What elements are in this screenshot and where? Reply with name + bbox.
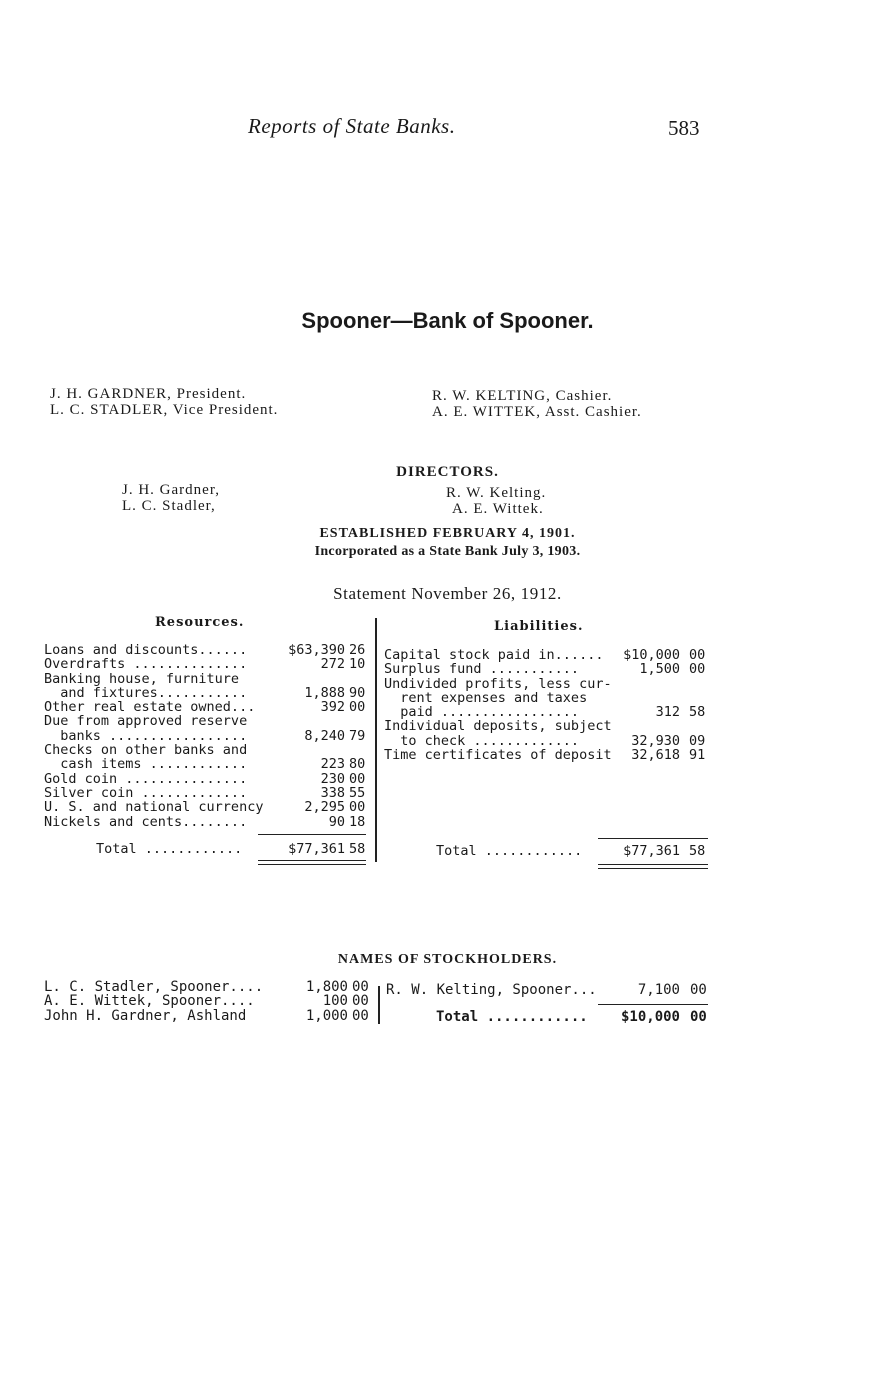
bank-title: Spooner—Bank of Spooner.	[301, 308, 594, 333]
row-amount: $63,390	[288, 642, 345, 658]
resources-heading: Resources.	[155, 615, 245, 630]
directors-heading: DIRECTORS.	[396, 464, 499, 480]
directors-left	[122, 482, 220, 514]
row-cents: 79	[349, 727, 366, 744]
liability-row	[384, 734, 710, 748]
row-label: paid .................	[384, 704, 580, 721]
row-amount: 90	[328, 813, 345, 830]
row-amount: 312	[655, 704, 680, 721]
row-amount: 1,500	[639, 661, 680, 678]
row-label: Other real estate owned...	[44, 699, 256, 716]
row-amount: 223	[320, 756, 345, 773]
row-amount: 7,100	[637, 982, 680, 998]
resources-total-rule	[258, 834, 366, 835]
row-label: rent expenses and taxes	[384, 689, 588, 706]
directors-right	[446, 485, 546, 517]
row-amount: $10,000	[623, 647, 680, 663]
liability-row	[384, 662, 710, 676]
resources-table	[44, 643, 369, 829]
row-cents: 00	[352, 1007, 369, 1024]
row-label: Individual deposits, subject	[384, 718, 612, 735]
row-cents: 00	[352, 979, 369, 995]
row-label: U. S. and national currency	[44, 799, 264, 816]
row-label: Nickels and cents........	[44, 813, 248, 830]
liability-row	[384, 748, 710, 762]
officer-cashier: R. W. KELTING, Cashier.	[432, 388, 613, 404]
row-label: R. W. Kelting, Spooner...	[386, 982, 597, 998]
row-label: to check .............	[384, 732, 580, 749]
liability-row	[384, 648, 710, 662]
row-label: Banking house, furniture	[44, 670, 240, 687]
total-amount: $77,361	[623, 843, 680, 859]
total-cents: 58	[349, 841, 366, 857]
row-cents: 91	[689, 747, 706, 764]
stockholder-row	[44, 1009, 374, 1023]
row-cents: 26	[349, 642, 366, 658]
resource-row	[44, 743, 369, 757]
row-label: Capital stock paid in......	[384, 647, 604, 663]
row-label: A. E. Wittek, Spooner....	[44, 993, 255, 1010]
row-cents: 00	[689, 661, 706, 678]
stockholder-row	[386, 983, 712, 997]
row-label: Gold coin ...............	[44, 770, 248, 787]
resource-row	[44, 800, 369, 814]
total-amount: $10,000	[620, 1009, 680, 1025]
row-label: and fixtures...........	[44, 684, 248, 701]
row-amount: 230	[320, 770, 345, 787]
row-cents: 55	[349, 784, 366, 801]
stockholders-total-row	[386, 1010, 712, 1026]
row-amount: 32,930	[631, 732, 680, 749]
row-amount: 8,240	[304, 727, 345, 744]
total-cents: 58	[689, 843, 706, 859]
stockholders-left	[44, 980, 374, 1023]
resource-row	[44, 757, 369, 771]
officer-president: J. H. GARDNER, President.	[50, 386, 247, 402]
officer-asst-cashier: A. E. WITTEK, Asst. Cashier.	[432, 404, 642, 420]
resource-row	[44, 672, 369, 686]
row-cents: 00	[690, 982, 707, 998]
resources-double-rule	[258, 860, 366, 865]
row-amount: 1,000	[305, 1007, 348, 1024]
row-label: Surplus fund ...........	[384, 661, 580, 678]
row-cents: 18	[349, 813, 366, 830]
row-amount: 32,618	[631, 747, 680, 764]
row-label: Silver coin .............	[44, 784, 248, 801]
row-cents: 00	[352, 993, 369, 1010]
resource-row	[44, 643, 369, 657]
officers-right	[432, 388, 642, 420]
stockholder-row	[44, 980, 374, 994]
liability-row	[384, 719, 710, 733]
director-name: J. H. Gardner,	[122, 482, 220, 498]
director-name: R. W. Kelting.	[446, 485, 547, 501]
row-cents: 00	[349, 770, 366, 787]
resource-row	[44, 714, 369, 728]
row-label: Checks on other banks and	[44, 742, 248, 759]
row-label: Overdrafts ..............	[44, 656, 248, 673]
total-cents: 00	[690, 1009, 707, 1025]
liability-row	[384, 705, 710, 719]
row-label: John H. Gardner, Ashland	[44, 1007, 247, 1024]
row-label: Due from approved reserve	[44, 713, 248, 730]
total-amount: $77,361	[288, 841, 345, 857]
resource-row	[44, 786, 369, 800]
officer-vice-president: L. C. STADLER, Vice President.	[50, 402, 279, 418]
row-cents: 00	[689, 647, 706, 663]
director-name: A. E. Wittek.	[452, 501, 544, 517]
stockholders-total-rule	[598, 1004, 708, 1005]
total-label: Total ............	[436, 1009, 588, 1025]
row-amount: 100	[322, 993, 348, 1010]
row-label: Time certificates of deposit	[384, 747, 612, 764]
director-name: L. C. Stadler,	[122, 498, 216, 514]
resource-row	[44, 657, 369, 671]
stockholder-row	[44, 994, 374, 1008]
row-cents: 09	[689, 732, 706, 749]
row-cents: 00	[349, 699, 366, 716]
liabilities-heading: Liabilities.	[494, 619, 584, 634]
row-amount: 2,295	[304, 799, 345, 816]
row-label: L. C. Stadler, Spooner....	[44, 979, 264, 995]
page-number: 583	[668, 116, 700, 140]
stockholders-heading: NAMES OF STOCKHOLDERS.	[337, 952, 558, 967]
row-cents: 00	[349, 799, 366, 816]
resource-row	[44, 772, 369, 786]
row-label: banks .................	[44, 727, 248, 744]
resource-row	[44, 815, 369, 829]
row-amount: 1,800	[305, 979, 348, 995]
row-amount: 1,888	[304, 684, 345, 701]
stockholders-right	[386, 983, 712, 997]
liabilities-total-row	[384, 844, 710, 859]
row-cents: 80	[349, 756, 366, 773]
row-cents: 58	[689, 704, 706, 721]
liabilities-double-rule	[598, 864, 708, 869]
officers-left	[50, 386, 278, 418]
total-label: Total ............	[436, 843, 583, 859]
column-divider	[375, 618, 377, 862]
liabilities-total-rule	[598, 838, 708, 839]
total-label: Total ............	[96, 841, 243, 857]
row-label: Loans and discounts......	[44, 642, 248, 658]
resource-row	[44, 700, 369, 714]
statement-title: Statement November 26, 1912.	[333, 584, 562, 603]
row-label: cash items ............	[44, 756, 248, 773]
row-cents: 10	[349, 656, 366, 673]
resources-total-row	[44, 842, 369, 857]
resource-row	[44, 729, 369, 743]
running-header-title: Reports of State Banks.	[248, 114, 456, 138]
row-cents: 90	[349, 684, 366, 701]
row-amount: 392	[320, 699, 345, 716]
row-amount: 272	[320, 656, 345, 673]
incorporated-line: Incorporated as a State Bank July 3, 1903.	[314, 544, 581, 559]
stockholders-divider	[378, 986, 380, 1024]
liabilities-table	[384, 648, 710, 762]
liability-row	[384, 691, 710, 705]
liability-row	[384, 677, 710, 691]
row-amount: 338	[320, 784, 345, 801]
row-label: Undivided profits, less cur-	[384, 675, 612, 692]
resource-row	[44, 686, 369, 700]
established-line: ESTABLISHED FEBRUARY 4, 1901.	[319, 526, 576, 541]
